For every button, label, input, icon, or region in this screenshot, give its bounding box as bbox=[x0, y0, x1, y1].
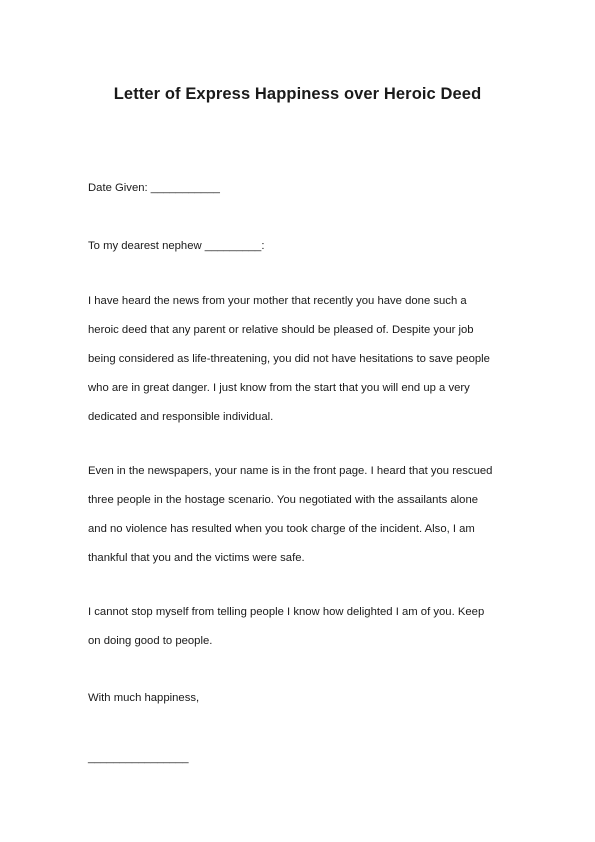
letter-title: Letter of Express Happiness over Heroic Deed bbox=[113, 85, 482, 103]
paragraph-3-line: I cannot stop myself from telling people I know how delighted I am of you. Keep bbox=[88, 606, 485, 618]
salutation: To my dearest nephew _________: bbox=[88, 240, 265, 252]
paragraph-1-line: who are in great danger. I just know from the start that you will end up a very bbox=[88, 382, 470, 394]
paragraph-2-line: Even in the newspapers, your name is in the front page. I heard that you rescued bbox=[88, 465, 493, 477]
paragraph-2-line: thankful that you and the victims were safe. bbox=[88, 552, 305, 564]
closing: With much happiness, bbox=[88, 692, 200, 704]
date-line: Date Given: ___________ bbox=[88, 182, 220, 194]
signature-line: ________________ bbox=[88, 752, 189, 764]
paragraph-1-line: being considered as life-threatening, you did not have hesitations to save people bbox=[88, 353, 490, 365]
paragraph-2-line: and no violence has resulted when you took charge of the incident. Also, I am bbox=[88, 523, 475, 535]
paragraph-2-line: three people in the hostage scenario. You negotiated with the assailants alone bbox=[88, 494, 479, 506]
paragraph-1-line: dedicated and responsible individual. bbox=[88, 411, 274, 423]
paragraph-1-line: I have heard the news from your mother that recently you have done such a bbox=[88, 295, 467, 307]
paragraph-3-line: on doing good to people. bbox=[88, 635, 213, 647]
paragraph-1-line: heroic deed that any parent or relative should be pleased of. Despite your job bbox=[88, 324, 474, 336]
